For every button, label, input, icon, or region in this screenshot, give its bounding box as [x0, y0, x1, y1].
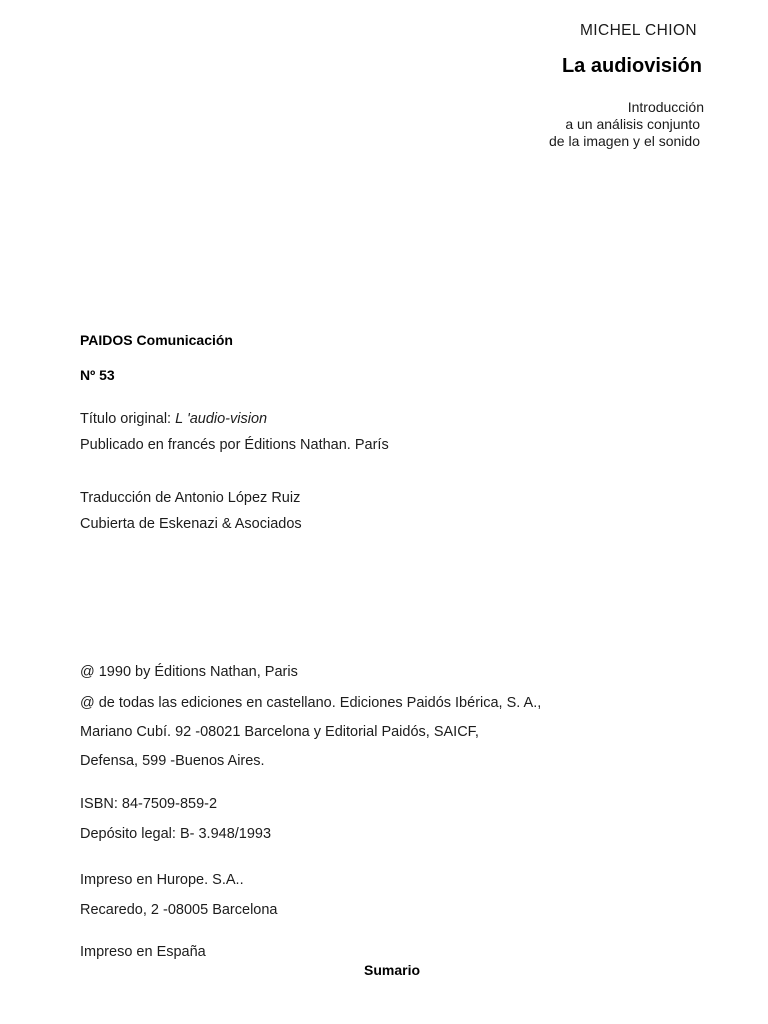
copyright-line: Mariano Cubí. 92 -08021 Barcelona y Editorial Paidós, SAICF,: [80, 724, 479, 740]
subtitle-line: a un análisis conjunto: [565, 116, 700, 132]
subtitle-line: de la imagen y el sonido: [549, 133, 700, 149]
original-title-line: [80, 411, 267, 427]
original-title: L 'audio-vision: [175, 411, 268, 427]
original-title-label: Título original:: [80, 411, 176, 427]
contents-heading: Sumario: [364, 962, 421, 978]
book-title: La audiovisión: [561, 55, 702, 77]
isbn: ISBN: 84-7509-859-2: [80, 796, 218, 812]
author-name: MICHEL CHION: [579, 22, 697, 39]
subtitle-line: Introducción: [627, 99, 704, 115]
book-subtitle: [549, 99, 704, 150]
cover-credit: Cubierta de Eskenazi & Asociados: [80, 516, 302, 532]
printer-address: Recaredo, 2 -08005 Barcelona: [80, 902, 278, 918]
copyright-line: Defensa, 599 -Buenos Aires.: [80, 753, 265, 769]
printed-in: Impreso en España: [80, 944, 206, 960]
series-number: Nº 53: [80, 367, 115, 383]
publication-note: Publicado en francés por Éditions Nathan. París: [80, 437, 389, 453]
translation-credit: Traducción de Antonio López Ruiz: [80, 490, 301, 506]
legal-deposit: Depósito legal: B- 3.948/1993: [80, 826, 272, 842]
printer-line: Impreso en Hurope. S.A..: [80, 872, 244, 888]
copyright-line: @ de todas las ediciones en castellano. Ediciones Paidós Ibérica, S. A.,: [80, 695, 542, 711]
copyright-line: @ 1990 by Éditions Nathan, Paris: [80, 664, 298, 680]
series-name: PAIDOS Comunicación: [80, 332, 233, 348]
